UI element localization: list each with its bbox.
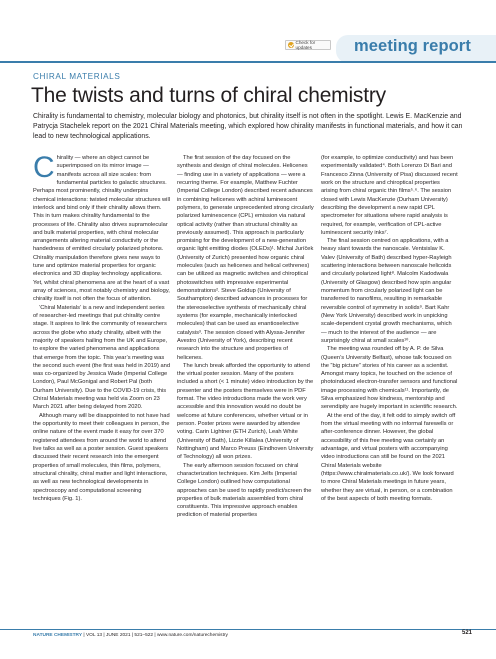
paragraph: The final session centred on applications, with a heavy slant towards the nanoscale. Ventsislav K. Valev (University of Bath) described hyper-Rayleigh scattering interactions between nanoscale helicoids and circularly polarized light⁸. Malcolm Kadodwala (University of Glasgow) described how spin angular momentum from circularly polarized light can be transferred to nanofilms, resulting in remarkable reversible control of symmetry in solids⁹. Bart Kahr (New York University) described work in unpicking scale-dependent crystal growth mechanisms, which — much to the interest of the audience — are surprisingly chiral at small scales¹⁰. (321, 238, 452, 344)
column-3 (321, 154, 458, 503)
paragraph: Although many will be disappointed to not have had the opportunity to meet their colleagues in person, the online nature of the event made it easy for over 370 registered attendees from around the world to attend live talks as well as a poster session. Guest speakers discussed their recent research into the emergent properties of small molecules, thin films, polymers, structural chirality, chiral matter and light interactions, as well as new technological developments in spectroscopy and computational screening techniques (Fig. 1). (33, 412, 170, 502)
paragraph: The meeting was rounded off by A. P. de Silva (Queen’s University Belfast), whose talk focused on the “big picture” stories of his career as a scientist. Amongst many topics, he touched on the science of photoinduced electron-transfer sensors and functional image processing with chemicals¹¹. Importantly, de Silva emphasized how kindness, mentorship and serendipity are hugely important in scientific research. (321, 346, 458, 411)
header-rule (0, 61, 496, 63)
paragraph: The first session of the day focused on the synthesis and design of chiral molecules. Helicenes — finding use in a variety of applications — were a recurring theme. For example, Matthew Fuchter (Imperial College London) described recent advances in combining helicenes with achiral luminescent polymers, to generate unprecedented strong circularly polarized luminescence (CPL) emission via natural optical activity (rather than structural chirality as previously assumed). This approach is particularly promising for the development of a new-generation organic light emitting diodes (OLEDs)¹. Michal Juríček (University of Zurich) presented how organic chiral molecules (such as helicenes and helical cethrenes) can be utilized as magnetic switches and chiroptical photoswitches with impressive experimental demonstrations². Steve Goldup (University of Southampton) described advances in processes for the stereoselective synthesis of mechanically chiral systems (for example, mechanically interlocked molecules) that can be used as enantioselective catalysis³. The session closed with Alyssa-Jennifer Avestro (University of York), describing recent research into the structure and properties of helicenes. (177, 155, 314, 361)
section-label: meeting report (354, 37, 471, 55)
paragraph: At the end of the day, it felt odd to simply switch off from the virtual meeting with no informal farewells or after-conference dinner. However, the global accessibility of this free meeting was certainly an advantage, and virtual posters with accompanying video introductions can still be found on the 2021 Chiral Materials website (https://www.chiralmaterials.co.uk/). We look forward to more Chiral Materials meetings in future years, whether they are virtual, in person, or a combination of the best aspects of both meeting formats. (321, 412, 456, 502)
footer-rule (0, 629, 496, 630)
check-for-updates-label: Check for updates (295, 40, 316, 50)
paragraph: (for example, to optimize conductivity) and has been experimentally validated⁴. Both Lorenzo Di Bari and Francesco Zinna (University of Pisa) discussed recent work on the structure and chiroptical properties arising from chiral organic thin films⁵˒⁶. The session closed with Lewis MacKenzie (Durham University) describing the development a new rapid CPL spectrometer for situations where rapid analysis is required, for example, verification of CPL-active luminescent security inks⁷. (321, 155, 458, 236)
check-updates-icon (288, 42, 294, 48)
check-for-updates-badge[interactable] (285, 40, 331, 50)
column-2 (177, 154, 314, 520)
journal-name: NATURE CHEMISTRY (33, 633, 83, 638)
paragraph: ‘Chiral Materials’ is a new and independent series of researcher-led meetings that put chirality centre stage. It aspires to link the community of researchers across the globe who study chirality, albeit with the majority of speakers hailing from the UK and Europe, to explore the varied phenomena and applications that emerge from the topic. This year’s meeting was the second such event (the first was held in 2019) and was co-organized by Jessica Wade (Imperial College London), Paul McGonigal and Robert Pal (both Durham University). Due to the COVID-19 crisis, this Chiral Materials meeting was held via Zoom on 23 March 2021 after being delayed from 2020. (33, 304, 171, 411)
article-title: The twists and turns of chiral chemistry (31, 84, 386, 107)
paragraph (33, 151, 170, 304)
article-kicker: CHIRAL MATERIALS (33, 72, 121, 81)
section-tab (336, 35, 496, 63)
footer-citation (33, 633, 228, 638)
paragraph: The early afternoon session focused on chiral characterization techniques. Kim Jelfs (Imperial College London) outlined how computational approaches can be used to rapidly predict/screen the properties of bulk materials assembled from chiral constituents. This impressive approach enables prediction of material properties (177, 462, 312, 519)
top-bar (0, 0, 496, 9)
citation-text: | VOL 13 | JUNE 2021 | 521–522 | www.nature.com/naturechemistry (82, 633, 228, 638)
paragraph-text: hirality — where an object cannot be superimposed on its mirror image — manifests across all size scales: from fundamental particles to galactic structures. Perhaps most prominently, chirality underpins chemical interactions: twisted molecular structures will interlock and bind only if their chirality allows them. This in turn makes chirality fundamental to the processes of life. Chirality also drives supramolecular and bulk material properties, with chiral molecular arrangements altering material conductivity or the handedness of emitted circularly polarized photons. Chirality manipulation therefore gives new ways to tune and optimize material properties for organic electronics and 3D display technology applications. Yet, whilst chiral phenomena are at the heart of a vast array of sciences, most notably chemistry and biology, chirality itself is not often the focus of attention. (33, 155, 170, 303)
paragraph: The lunch break afforded the opportunity to attend the virtual poster session. Many of the posters included a short (< 1 minute) video introduction by the presenter and the posters themselves were in PDF format. The video introductions made the work very accessible and this innovation would no doubt be welcome at future conferences, whether virtual or in person. Poster prizes were awarded by attendee voting. Carin Lightner (ETH Zurich), Leah White (University of Bath), Lizzie Killalea (University of Nottingham) and Marco Preuss (Eindhoven University of Technology) all won prizes. (177, 362, 314, 461)
article-standfirst: Chirality is fundamental to chemistry, molecular biology and photonics, but chirality itself is not often in the spotlight. Lewis E. MacKenzie and Patrycja Stachelek report on the 2021 Chiral Materials meeting, which explored how chirality manifests in functional materials, and how it can lead to new technological applications. (33, 113, 463, 140)
column-1 (33, 151, 171, 503)
drop-cap: C (33, 151, 55, 184)
page-number: 521 (462, 630, 473, 636)
